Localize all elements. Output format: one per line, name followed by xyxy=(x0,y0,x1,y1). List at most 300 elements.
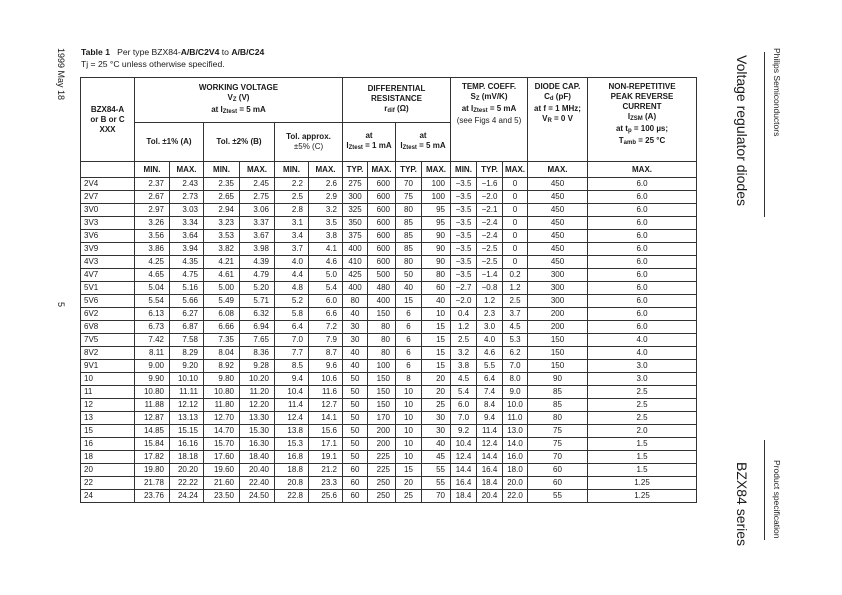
value-cell: 2.5 xyxy=(588,386,697,399)
value-cell: 18.4 xyxy=(477,477,503,490)
value-cell: 5.4 xyxy=(309,282,343,295)
value-cell: 9.20 xyxy=(170,360,204,373)
value-cell: 6.0 xyxy=(451,399,477,412)
value-cell: −3.5 xyxy=(451,243,477,256)
header-tol-a: Tol. ±1% (A) xyxy=(135,123,204,162)
header-tol-c: Tol. approx. ±5% (C) xyxy=(275,123,343,162)
value-cell: 9.90 xyxy=(135,373,170,386)
value-cell: 22.40 xyxy=(240,477,275,490)
value-cell: 15.84 xyxy=(135,438,170,451)
caption-label: Table 1 xyxy=(81,47,110,57)
value-cell: 8.4 xyxy=(477,399,503,412)
value-cell: 425 xyxy=(343,269,368,282)
type-cell: 3V0 xyxy=(81,204,135,217)
value-cell: 2.2 xyxy=(275,178,309,191)
value-cell: 50 xyxy=(343,451,368,464)
header-peak-current: NON-REPETITIVE PEAK REVERSE CURRENT $I_{ZSM}$ (A) at $t_p = 100$ µs; $T_{amb} = 25$ °C xyxy=(588,78,697,162)
table-row xyxy=(81,399,697,412)
value-cell: 12.70 xyxy=(204,412,240,425)
value-cell: 18.18 xyxy=(170,451,204,464)
value-cell: 9.4 xyxy=(275,373,309,386)
value-cell: 5.4 xyxy=(451,386,477,399)
value-cell: 3.37 xyxy=(240,217,275,230)
value-cell: 3.0 xyxy=(477,321,503,334)
value-cell: 9.6 xyxy=(309,360,343,373)
value-cell: 50 xyxy=(343,438,368,451)
value-cell: 30 xyxy=(343,321,368,334)
value-cell: 8.0 xyxy=(503,373,528,386)
value-cell: 2.43 xyxy=(170,178,204,191)
value-cell: 14.4 xyxy=(477,451,503,464)
value-cell: 6.0 xyxy=(588,269,697,282)
value-cell: 15.70 xyxy=(204,438,240,451)
value-cell: 90 xyxy=(422,243,451,256)
value-cell: 10.4 xyxy=(451,438,477,451)
value-cell: 300 xyxy=(528,295,588,308)
value-cell: 16.16 xyxy=(170,438,204,451)
value-cell: 25.6 xyxy=(309,490,343,503)
value-cell: 225 xyxy=(368,451,396,464)
value-cell: 15 xyxy=(422,334,451,347)
value-cell: 3.56 xyxy=(135,230,170,243)
value-cell: 600 xyxy=(368,243,396,256)
type-cell: 11 xyxy=(81,386,135,399)
type-cell: 15 xyxy=(81,425,135,438)
value-cell: 6.0 xyxy=(588,191,697,204)
subheader-cell: MAX. xyxy=(588,162,697,178)
value-cell: −3.5 xyxy=(451,256,477,269)
value-cell: 4.79 xyxy=(240,269,275,282)
value-cell: 12.20 xyxy=(240,399,275,412)
value-cell: 200 xyxy=(528,321,588,334)
value-cell: 600 xyxy=(368,191,396,204)
value-cell: 1.5 xyxy=(588,464,697,477)
value-cell: 90 xyxy=(422,256,451,269)
table-caption xyxy=(81,47,264,57)
value-cell: 70 xyxy=(528,451,588,464)
value-cell: −2.7 xyxy=(451,282,477,295)
table-row xyxy=(81,217,697,230)
value-cell: 6.13 xyxy=(135,308,170,321)
value-cell: 80 xyxy=(343,295,368,308)
value-cell: 5.04 xyxy=(135,282,170,295)
value-cell: 75 xyxy=(528,438,588,451)
value-cell: −2.4 xyxy=(477,230,503,243)
value-cell: 5.20 xyxy=(240,282,275,295)
value-cell: 20.0 xyxy=(503,477,528,490)
product-series: BZX84 series xyxy=(734,462,750,547)
value-cell: 85 xyxy=(528,386,588,399)
value-cell: 450 xyxy=(528,191,588,204)
value-cell: 4.0 xyxy=(588,347,697,360)
value-cell: 21.60 xyxy=(204,477,240,490)
value-cell: 0 xyxy=(503,191,528,204)
value-cell: 95 xyxy=(422,217,451,230)
value-cell: 22.0 xyxy=(503,490,528,503)
value-cell: 12.12 xyxy=(170,399,204,412)
value-cell: 20.20 xyxy=(170,464,204,477)
value-cell: 6 xyxy=(396,347,422,360)
value-cell: 6.08 xyxy=(204,308,240,321)
value-cell: −3.5 xyxy=(451,269,477,282)
specs-table xyxy=(80,77,697,503)
value-cell: 4.5 xyxy=(503,321,528,334)
table-row xyxy=(81,256,697,269)
value-cell: 2.65 xyxy=(204,191,240,204)
value-cell: 400 xyxy=(368,295,396,308)
value-cell: 300 xyxy=(528,282,588,295)
value-cell: 3.7 xyxy=(503,308,528,321)
value-cell: 40 xyxy=(343,308,368,321)
value-cell: 60 xyxy=(343,464,368,477)
value-cell: 10 xyxy=(396,412,422,425)
value-cell: 10 xyxy=(422,308,451,321)
table-row xyxy=(81,438,697,451)
value-cell: 450 xyxy=(528,230,588,243)
header-divider xyxy=(764,52,765,217)
value-cell: 21.78 xyxy=(135,477,170,490)
value-cell: 19.1 xyxy=(309,451,343,464)
value-cell: 4.8 xyxy=(275,282,309,295)
value-cell: 2.5 xyxy=(451,334,477,347)
value-cell: 23.50 xyxy=(204,490,240,503)
value-cell: 10 xyxy=(396,451,422,464)
value-cell: 2.67 xyxy=(135,191,170,204)
value-cell: 11.80 xyxy=(204,399,240,412)
value-cell: 150 xyxy=(528,347,588,360)
value-cell: 13.8 xyxy=(275,425,309,438)
value-cell: 6.66 xyxy=(204,321,240,334)
table-row xyxy=(81,321,697,334)
value-cell: 6.0 xyxy=(588,217,697,230)
value-cell: 10.10 xyxy=(170,373,204,386)
value-cell: 60 xyxy=(343,490,368,503)
value-cell: −2.5 xyxy=(477,256,503,269)
value-cell: 3.0 xyxy=(588,360,697,373)
value-cell: 5.8 xyxy=(275,308,309,321)
subheader-cell: MIN. xyxy=(451,162,477,178)
value-cell: 6.0 xyxy=(588,204,697,217)
value-cell: 4.0 xyxy=(588,334,697,347)
value-cell: 4.6 xyxy=(477,347,503,360)
value-cell: 20.4 xyxy=(477,490,503,503)
value-cell: −3.5 xyxy=(451,191,477,204)
value-cell: 3.03 xyxy=(170,204,204,217)
type-cell: 4V7 xyxy=(81,269,135,282)
value-cell: 1.25 xyxy=(588,490,697,503)
header-at-1ma: at $I_{Ztest} = 1$ mA xyxy=(343,123,396,162)
value-cell: 14.85 xyxy=(135,425,170,438)
value-cell: 450 xyxy=(528,256,588,269)
value-cell: 8.36 xyxy=(240,347,275,360)
subheader-cell: TYP. xyxy=(343,162,368,178)
value-cell: 22.22 xyxy=(170,477,204,490)
value-cell: 11.4 xyxy=(275,399,309,412)
value-cell: 18.0 xyxy=(503,464,528,477)
value-cell: 250 xyxy=(368,477,396,490)
value-cell: −3.5 xyxy=(451,178,477,191)
table-row xyxy=(81,464,697,477)
value-cell: 7.0 xyxy=(451,412,477,425)
value-cell: 150 xyxy=(368,308,396,321)
value-cell: 85 xyxy=(396,230,422,243)
value-cell: 2.73 xyxy=(170,191,204,204)
header-diode-cap: DIODE CAP. $C_d$ (pF) at f = 1 MHz; $V_R = 0$ V xyxy=(528,78,588,162)
value-cell: 15 xyxy=(422,360,451,373)
value-cell: 40 xyxy=(343,360,368,373)
header-at-5ma: at $I_{Ztest} = 5$ mA xyxy=(396,123,451,162)
value-cell: 21.2 xyxy=(309,464,343,477)
value-cell: 20 xyxy=(422,386,451,399)
value-cell: 17.1 xyxy=(309,438,343,451)
value-cell: 2.5 xyxy=(588,399,697,412)
value-cell: 1.5 xyxy=(588,438,697,451)
value-cell: 10.20 xyxy=(240,373,275,386)
value-cell: 6.4 xyxy=(477,373,503,386)
subheader-cell: MAX. xyxy=(240,162,275,178)
value-cell: 2.6 xyxy=(309,178,343,191)
value-cell: 2.45 xyxy=(240,178,275,191)
subheader-cell: MAX. xyxy=(368,162,396,178)
value-cell: 0.4 xyxy=(451,308,477,321)
caption-from: A/B/C2V4 xyxy=(180,47,220,57)
value-cell: 12.7 xyxy=(309,399,343,412)
type-cell: 5V6 xyxy=(81,295,135,308)
value-cell: 80 xyxy=(396,256,422,269)
subheader-cell: MAX. xyxy=(503,162,528,178)
value-cell: 12.4 xyxy=(451,451,477,464)
value-cell: 8 xyxy=(396,373,422,386)
value-cell: 3.7 xyxy=(275,243,309,256)
subheader-cell: TYP. xyxy=(477,162,503,178)
value-cell: 3.8 xyxy=(451,360,477,373)
value-cell: 7.0 xyxy=(503,360,528,373)
value-cell: 5.49 xyxy=(204,295,240,308)
value-cell: 11.6 xyxy=(309,386,343,399)
value-cell: 250 xyxy=(368,490,396,503)
value-cell: 225 xyxy=(368,464,396,477)
value-cell: 19.80 xyxy=(135,464,170,477)
value-cell: 600 xyxy=(368,256,396,269)
value-cell: 7.0 xyxy=(275,334,309,347)
value-cell: 450 xyxy=(528,204,588,217)
value-cell: 4.75 xyxy=(170,269,204,282)
value-cell: 14.0 xyxy=(503,438,528,451)
value-cell: 450 xyxy=(528,178,588,191)
value-cell: 20 xyxy=(396,477,422,490)
value-cell: 150 xyxy=(528,360,588,373)
value-cell: 80 xyxy=(528,412,588,425)
table-row xyxy=(81,243,697,256)
header-type: BZX84-A or B or C XXX xyxy=(81,78,135,162)
table-row xyxy=(81,269,697,282)
type-cell: 6V2 xyxy=(81,308,135,321)
value-cell: −2.0 xyxy=(451,295,477,308)
value-cell: 150 xyxy=(528,334,588,347)
value-cell: 12.4 xyxy=(275,412,309,425)
value-cell: 25 xyxy=(396,490,422,503)
value-cell: 60 xyxy=(422,282,451,295)
value-cell: 8.7 xyxy=(309,347,343,360)
value-cell: 40 xyxy=(343,347,368,360)
value-cell: 3.23 xyxy=(204,217,240,230)
value-cell: 30 xyxy=(422,412,451,425)
value-cell: 15.30 xyxy=(240,425,275,438)
value-cell: 3.4 xyxy=(275,230,309,243)
document-title: Voltage regulator diodes xyxy=(734,55,750,206)
value-cell: 2.94 xyxy=(204,204,240,217)
value-cell: 480 xyxy=(368,282,396,295)
value-cell: 5.2 xyxy=(275,295,309,308)
table-row xyxy=(81,386,697,399)
value-cell: 3.26 xyxy=(135,217,170,230)
value-cell: 100 xyxy=(422,178,451,191)
value-cell: 80 xyxy=(368,334,396,347)
value-cell: 275 xyxy=(343,178,368,191)
value-cell: 15 xyxy=(396,464,422,477)
table-row xyxy=(81,282,697,295)
value-cell: 0 xyxy=(503,204,528,217)
value-cell: 75 xyxy=(396,191,422,204)
value-cell: 350 xyxy=(343,217,368,230)
value-cell: 6 xyxy=(396,321,422,334)
value-cell: 6.0 xyxy=(588,256,697,269)
value-cell: 7.58 xyxy=(170,334,204,347)
value-cell: 8.11 xyxy=(135,347,170,360)
value-cell: 4.21 xyxy=(204,256,240,269)
value-cell: 30 xyxy=(343,334,368,347)
value-cell: 16.0 xyxy=(503,451,528,464)
value-cell: 15.6 xyxy=(309,425,343,438)
value-cell: 0 xyxy=(503,230,528,243)
value-cell: 3.0 xyxy=(588,373,697,386)
value-cell: 5.54 xyxy=(135,295,170,308)
value-cell: 18.4 xyxy=(451,490,477,503)
value-cell: 8.29 xyxy=(170,347,204,360)
value-cell: 3.64 xyxy=(170,230,204,243)
value-cell: 16.4 xyxy=(451,477,477,490)
value-cell: 410 xyxy=(343,256,368,269)
value-cell: 9.2 xyxy=(451,425,477,438)
value-cell: 11.88 xyxy=(135,399,170,412)
value-cell: 20.8 xyxy=(275,477,309,490)
table-row xyxy=(81,451,697,464)
value-cell: 600 xyxy=(368,178,396,191)
value-cell: 450 xyxy=(528,243,588,256)
value-cell: 325 xyxy=(343,204,368,217)
value-cell: 15.15 xyxy=(170,425,204,438)
table-row xyxy=(81,295,697,308)
value-cell: 6.0 xyxy=(588,230,697,243)
value-cell: 9.4 xyxy=(477,412,503,425)
value-cell: 600 xyxy=(368,204,396,217)
header-blank xyxy=(81,162,135,178)
value-cell: 150 xyxy=(368,386,396,399)
document-date: 1999 May 18 xyxy=(56,48,66,101)
value-cell: 80 xyxy=(396,204,422,217)
value-cell: 2.35 xyxy=(204,178,240,191)
type-cell: 6V8 xyxy=(81,321,135,334)
value-cell: 18.8 xyxy=(275,464,309,477)
type-cell: 20 xyxy=(81,464,135,477)
type-cell: 9V1 xyxy=(81,360,135,373)
value-cell: 6.0 xyxy=(588,321,697,334)
table-row xyxy=(81,360,697,373)
type-cell: 13 xyxy=(81,412,135,425)
value-cell: 55 xyxy=(528,490,588,503)
value-cell: 7.35 xyxy=(204,334,240,347)
table-condition: Tj = 25 °C unless otherwise specified. xyxy=(81,59,225,69)
subheader-cell: MIN. xyxy=(275,162,309,178)
value-cell: 50 xyxy=(343,386,368,399)
caption-prefix: Per type BZX84- xyxy=(117,47,181,57)
value-cell: 80 xyxy=(422,269,451,282)
value-cell: 6.73 xyxy=(135,321,170,334)
value-cell: 60 xyxy=(343,477,368,490)
value-cell: 17.82 xyxy=(135,451,170,464)
value-cell: 4.5 xyxy=(451,373,477,386)
value-cell: 1.25 xyxy=(588,477,697,490)
value-cell: 75 xyxy=(528,425,588,438)
value-cell: 0 xyxy=(503,256,528,269)
value-cell: 1.2 xyxy=(477,295,503,308)
value-cell: 50 xyxy=(396,269,422,282)
value-cell: 24.50 xyxy=(240,490,275,503)
value-cell: 80 xyxy=(368,321,396,334)
value-cell: 0.2 xyxy=(503,269,528,282)
value-cell: 3.2 xyxy=(451,347,477,360)
header-working-voltage: WORKING VOLTAGE $V_Z$ (V) at $I_{Ztest} = 5$ mA xyxy=(135,78,343,123)
value-cell: 11.0 xyxy=(503,412,528,425)
value-cell: 85 xyxy=(396,217,422,230)
value-cell: 6.0 xyxy=(588,243,697,256)
value-cell: 6.0 xyxy=(588,178,697,191)
type-cell: 16 xyxy=(81,438,135,451)
value-cell: 11.11 xyxy=(170,386,204,399)
value-cell: 20.40 xyxy=(240,464,275,477)
page-number: 5 xyxy=(56,302,66,308)
value-cell: 25 xyxy=(422,399,451,412)
subheader-cell: MAX. xyxy=(309,162,343,178)
value-cell: 12.4 xyxy=(477,438,503,451)
value-cell: 10.80 xyxy=(204,386,240,399)
value-cell: 300 xyxy=(528,269,588,282)
value-cell: 10.4 xyxy=(275,386,309,399)
value-cell: 14.1 xyxy=(309,412,343,425)
value-cell: 4.39 xyxy=(240,256,275,269)
document-type: Product specification xyxy=(772,460,782,539)
value-cell: 0 xyxy=(503,217,528,230)
value-cell: −0.8 xyxy=(477,282,503,295)
value-cell: 15 xyxy=(422,347,451,360)
value-cell: 16.4 xyxy=(477,464,503,477)
value-cell: 1.5 xyxy=(588,451,697,464)
value-cell: 10.80 xyxy=(135,386,170,399)
value-cell: 4.4 xyxy=(275,269,309,282)
value-cell: 3.98 xyxy=(240,243,275,256)
value-cell: 6.6 xyxy=(309,308,343,321)
value-cell: 10 xyxy=(396,425,422,438)
value-cell: 12.87 xyxy=(135,412,170,425)
value-cell: 5.0 xyxy=(309,269,343,282)
value-cell: 6.0 xyxy=(588,308,697,321)
value-cell: 24.24 xyxy=(170,490,204,503)
value-cell: 6.0 xyxy=(588,282,697,295)
subheader-cell: MAX. xyxy=(422,162,451,178)
value-cell: 80 xyxy=(368,347,396,360)
table-row xyxy=(81,204,697,217)
value-cell: 7.65 xyxy=(240,334,275,347)
